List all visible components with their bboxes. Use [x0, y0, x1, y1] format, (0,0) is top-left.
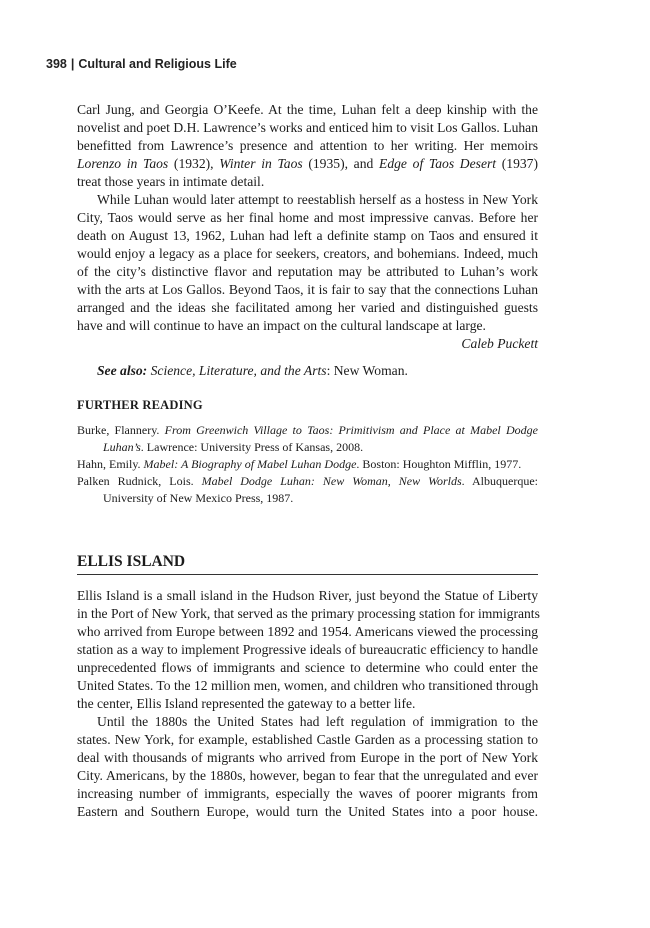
- further-reading-heading: FURTHER READING: [77, 398, 203, 412]
- title-rule: [77, 574, 538, 575]
- text-line: the center, Ellis Island represented the gateway to a better life.: [77, 696, 416, 711]
- text-fragment: (1935), and: [302, 156, 380, 171]
- see-also-label: See also:: [97, 363, 148, 378]
- ref-publisher: . Lawrence: University Press of Kansas, 2008.: [140, 440, 364, 454]
- see-also-topic: Science, Literature, and the Arts: [147, 363, 327, 378]
- reference-item: [77, 473, 538, 507]
- ref-author: Hahn, Emily.: [77, 457, 144, 471]
- entry-title: ELLIS ISLAND: [77, 553, 186, 570]
- text-line: with the arts at Los Gallos. Beyond Taos, it is fair to say that the connections Luhan: [77, 282, 538, 297]
- text-line: death on August 13, 1962, Luhan had left a definite stamp on Taos and ensured it: [77, 228, 538, 243]
- ref-publisher: . Albuquerque: University of New Mexico Press, 1987.: [103, 474, 538, 505]
- text-line: would enjoy a legacy as a place for seekers, creators, and bohemians. Indeed, much: [77, 246, 538, 261]
- reference-item: [77, 422, 538, 456]
- text-line: Carl Jung, and Georgia O’Keefe. At the time, Luhan felt a deep kinship with the: [77, 102, 538, 117]
- text-line: novelist and poet D.H. Lawrence’s works and enticed him to visit Los Gallos. Luhan: [77, 120, 538, 135]
- text-line: Ellis Island is a small island in the Hudson River, just beyond the Statue of Liberty: [77, 588, 538, 603]
- text-line: of the city’s distinctive flavor and reputation may be attributed to Luhan’s work: [77, 264, 538, 279]
- text-line: City, Taos would serve as her final home and most impressive canvas. Before her: [77, 210, 538, 225]
- text-line: deal with thousands of migrants who arrived from Europe in the port of New York: [77, 750, 538, 765]
- text-line: states. New York, for example, established Castle Garden as a processing station to: [77, 732, 538, 747]
- text-line: who arrived from Europe between 1892 and 1954. Americans viewed the processing: [77, 624, 538, 639]
- see-also-rest: : New Woman.: [326, 363, 408, 378]
- text-line: station as a way to implement Progressive ideals of bureaucratic efficiency to handle: [77, 642, 538, 657]
- ref-author: Palken Rudnick, Lois.: [77, 474, 202, 488]
- ellis-island-entry: [77, 587, 538, 821]
- book-title: Edge of Taos Desert: [379, 156, 497, 171]
- ref-title: From Greenwich Village to Taos: Primitivism and Place at Mabel Dodge Luhan’s: [103, 423, 538, 454]
- author-byline: Caleb Puckett: [461, 336, 538, 351]
- see-also: [77, 362, 538, 380]
- text-line: United States. To the 12 million men, women, and children who transitioned through: [77, 678, 539, 693]
- ref-publisher: . Boston: Houghton Mifflin, 1977.: [356, 457, 522, 471]
- text-line: in the Port of New York, that served as the primary processing station for immigrants: [77, 606, 540, 621]
- ref-title: Mabel: A Biography of Mabel Luhan Dodge: [143, 457, 357, 471]
- ref-title: Mabel Dodge Luhan: New Woman, New Worlds: [201, 474, 462, 488]
- text-line: treat those years in intimate detail.: [77, 174, 265, 189]
- memoirs-line: [77, 155, 538, 173]
- page-number: 398: [46, 57, 67, 71]
- section-title: Cultural and Religious Life: [78, 57, 237, 71]
- reference-item: [77, 456, 538, 473]
- text-line: arranged and the ideas she facilitated among her varied and distinguished guests: [77, 300, 538, 315]
- text-line: Eastern and Southern Europe, would turn the United States into a poor house.: [77, 804, 538, 819]
- book-title: Lorenzo in Taos: [77, 156, 169, 171]
- text-line: City. Americans, by the 1880s, however, began to fear that the unregulated and ever: [77, 768, 538, 783]
- text-line: Until the 1880s the United States had left regulation of immigration to the: [97, 714, 538, 729]
- text-fragment: (1937): [496, 156, 538, 171]
- text-line: increasing number of immigrants, especially the waves of poorer migrants from: [77, 786, 538, 801]
- header-separator: |: [70, 57, 75, 71]
- text-line: have and will continue to have an impact on the cultural landscape at large.: [77, 318, 486, 333]
- further-reading-list: [77, 422, 538, 507]
- luhan-entry-continuation: [77, 101, 538, 380]
- running-header: [46, 57, 237, 71]
- ref-author: Burke, Flannery.: [77, 423, 165, 437]
- book-title: Winter in Taos: [219, 156, 303, 171]
- text-line: benefitted from Lawrence’s presence and attention to her writing. Her memoirs: [77, 138, 538, 153]
- text-line: unprecedented flows of immigrants and science to determine who could enter the: [77, 660, 538, 675]
- text-fragment: (1932),: [168, 156, 220, 171]
- text-line: While Luhan would later attempt to reestablish herself as a hostess in New York: [97, 192, 538, 207]
